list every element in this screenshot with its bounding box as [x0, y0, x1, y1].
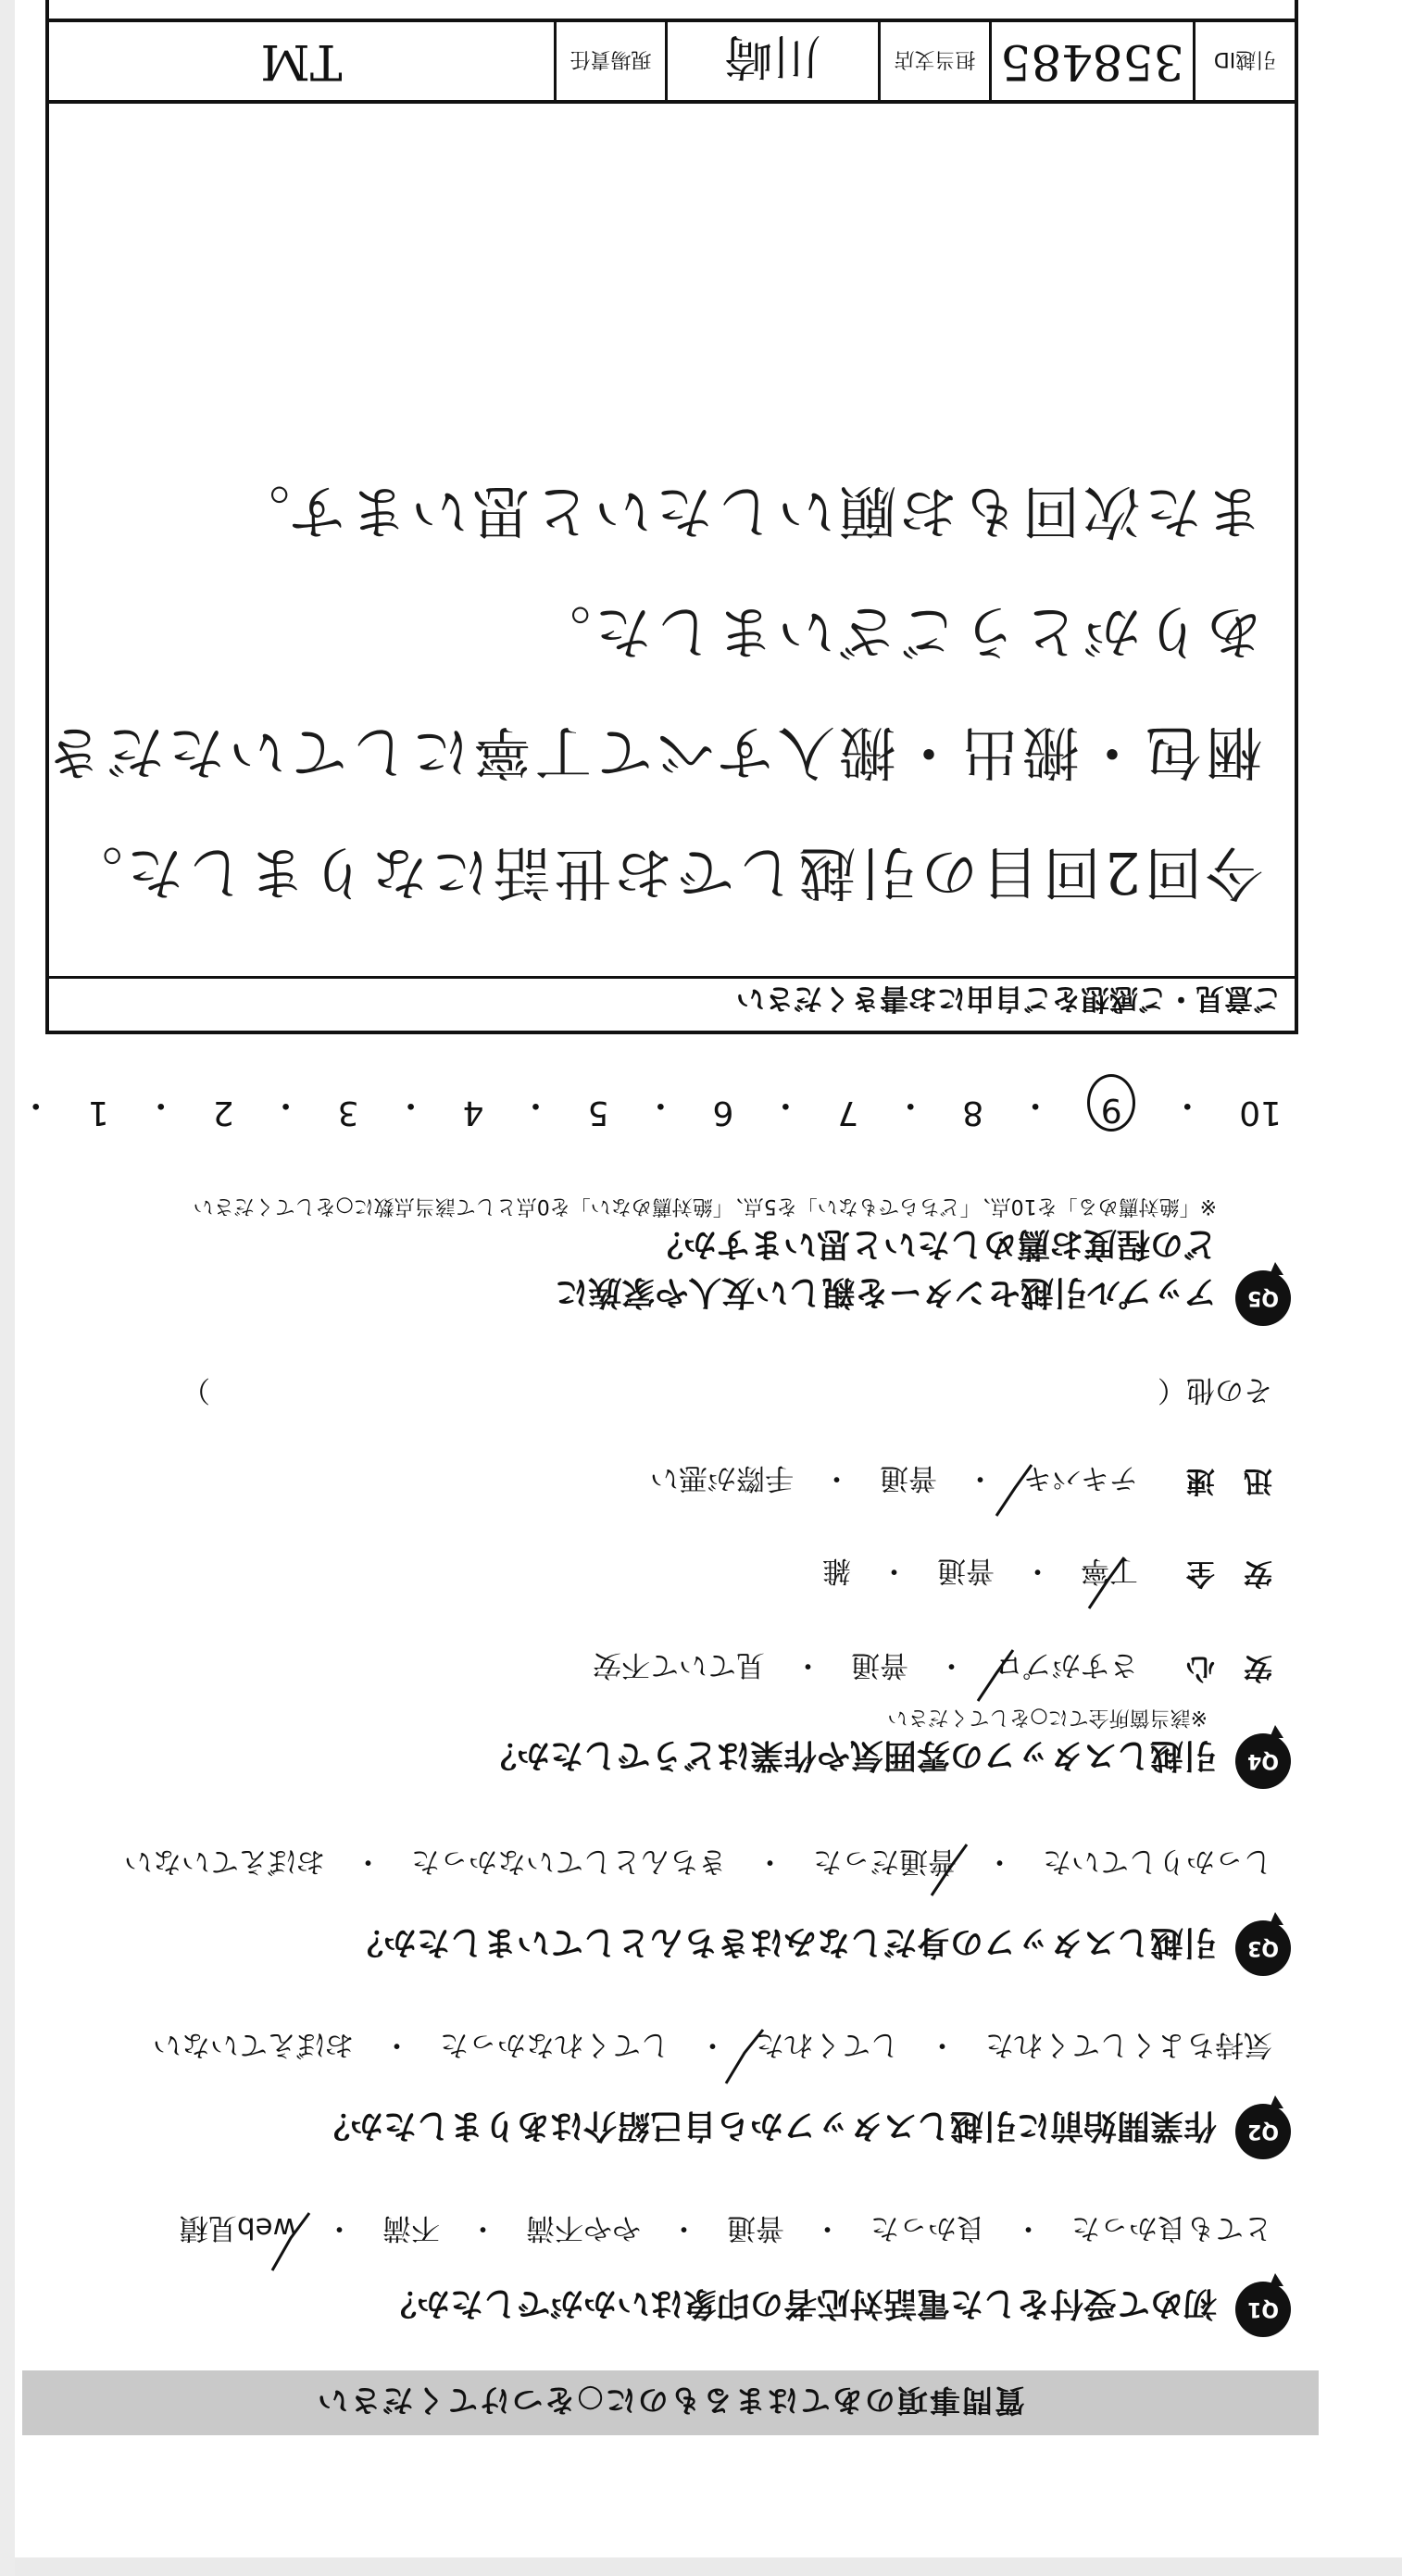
- handwritten-line: ありがとうございました。: [529, 598, 1263, 666]
- q1-options: とても良かった ・ 良かった ・ 普通 ・ やや不満 ・ 不満 ・ web見積: [179, 2211, 1272, 2245]
- q4-row-label: 迅 速: [1186, 1464, 1272, 1497]
- check-mark-q4-anzen: [1089, 1557, 1124, 1608]
- check-mark-q2: [726, 2030, 763, 2083]
- q3-badge: Q3: [1235, 1920, 1291, 1976]
- q5-question-line2: どの程度お薦めしたいと思いますか？: [649, 1225, 1217, 1263]
- q4-row-options: さすがプロ ・ 普通 ・ 見ていて不安: [593, 1648, 1138, 1682]
- q4-row-label: 安 心: [1186, 1651, 1272, 1684]
- check-mark-q4-jinsoku: [996, 1465, 1032, 1516]
- branch-label: 担当支店: [878, 22, 989, 100]
- scale-5[interactable]: 5: [587, 1094, 609, 1132]
- q2-options: 気持ちよくしてくれた ・ してくれた ・ してくれなかった ・ おぼえていない: [153, 2028, 1272, 2061]
- leader-label: 現場責任: [554, 22, 665, 100]
- handwritten-line: 今回2回目の引越しでお世話になりました。: [61, 839, 1263, 907]
- leader-value: TM: [260, 33, 343, 89]
- scale-2[interactable]: 2: [212, 1094, 234, 1132]
- q2-badge: Q2: [1235, 2104, 1291, 2159]
- q5-question: アップル引越センターを親しい友人や家族に: [555, 1273, 1217, 1311]
- scale-9[interactable]: 9: [1087, 1074, 1135, 1132]
- check-mark-q4-anshin: [978, 1650, 1013, 1701]
- instruction-banner: 質問事項のあてはまるものに○をつけてください: [22, 2370, 1319, 2435]
- scale-8[interactable]: 8: [962, 1094, 984, 1132]
- q1-question: 初めて受付をした電話対応者の印象はいかがでしたか？: [382, 2284, 1217, 2322]
- q4-row-options: 丁寧 ・ 普通 ・ 雑: [822, 1554, 1138, 1587]
- branch-value: 川崎: [665, 22, 878, 100]
- q4-row-label: 安 全: [1186, 1557, 1272, 1590]
- check-mark-q1: [272, 2213, 309, 2270]
- scale-6[interactable]: 6: [712, 1094, 734, 1132]
- q4-badge: Q4: [1235, 1733, 1291, 1789]
- q2-question: 作業開始前に引越しスタッフから自己紹介はありましたか？: [316, 2107, 1217, 2145]
- q4-note: ※該当箇所全てに○をしてください: [887, 1706, 1208, 1729]
- scale-4[interactable]: 4: [462, 1094, 484, 1132]
- q4-other: その他（ ）: [182, 1373, 1272, 1407]
- id-value: 358485: [989, 22, 1193, 100]
- check-mark-q3: [932, 1844, 967, 1895]
- comments-heading: ご意見・ご感想をご自由にお書きください: [736, 982, 1282, 1015]
- q1-badge: Q1: [1235, 2282, 1291, 2337]
- q5-note: ※「絶対薦める」を10点、「どちらでもない」を5点、「絶対薦めない」を0点として該当点数に○をしてください: [193, 1194, 1217, 1218]
- q3-question: 引越しスタッフの身だしなみはきちんとしていましたか？: [349, 1923, 1217, 1961]
- scale-10[interactable]: 10: [1239, 1094, 1282, 1132]
- q5-badge: Q5: [1235, 1270, 1291, 1326]
- scale-7[interactable]: 7: [837, 1094, 859, 1132]
- q4-row-options: テキパキ ・ 普通 ・ 手際が悪い: [650, 1461, 1138, 1494]
- rating-scale: 10 ・ 9 ・ 8 ・ 7 ・ 6 ・ 5 ・ 4 ・ 3 ・ 2 ・ 1 ・: [0, 1074, 1282, 1132]
- scale-3[interactable]: 3: [337, 1094, 359, 1132]
- id-label: 引越ID: [1193, 22, 1295, 100]
- handwritten-line: また次回もお願いしたいと思います。: [228, 478, 1263, 545]
- q4-question: 引越しスタッフの雰囲気や作業はどうでしたか？: [482, 1736, 1217, 1774]
- q3-options: しっかりしていた ・ 普通だった ・ きちんとしていなかった ・ おぼえていない: [124, 1844, 1272, 1878]
- scale-1[interactable]: 1: [87, 1094, 109, 1132]
- handwritten-line: 梱包・搬出・搬入すべて丁寧にしていただき: [42, 719, 1263, 786]
